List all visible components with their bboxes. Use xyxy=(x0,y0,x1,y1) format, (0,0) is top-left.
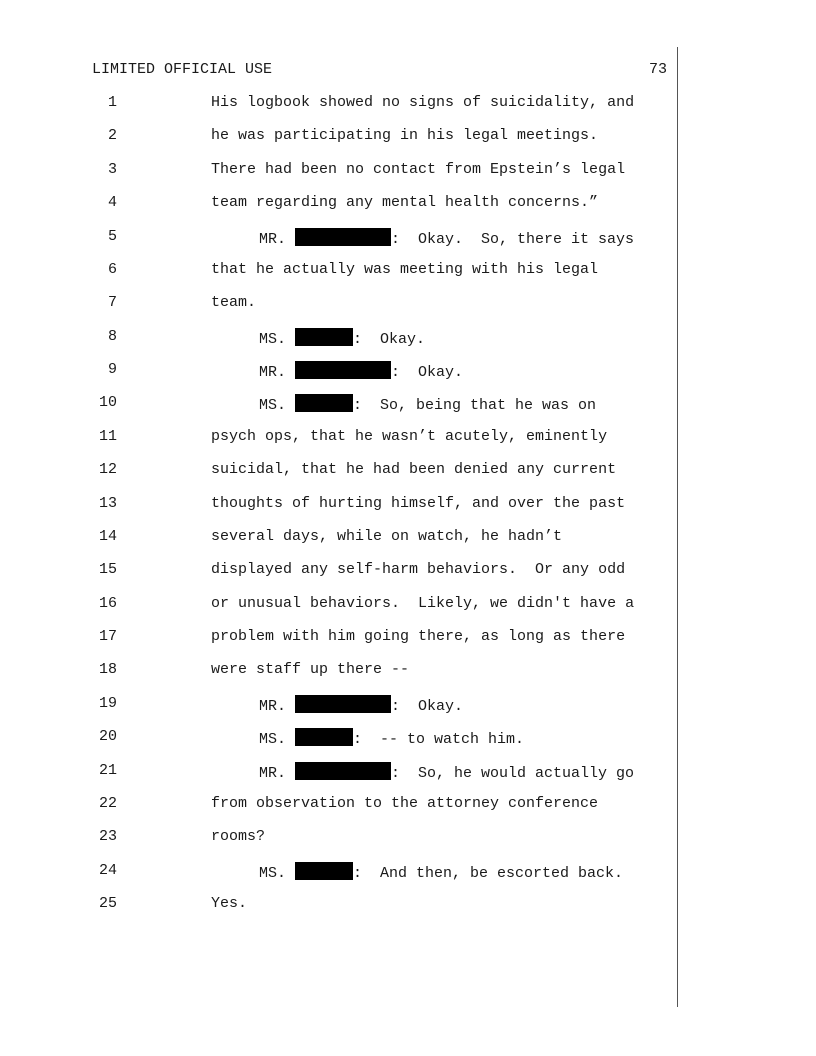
speaker-text: : Okay. So, there it says xyxy=(391,231,635,248)
transcript-line xyxy=(0,528,816,550)
line-text: several days, while on watch, he hadn’t xyxy=(211,528,563,545)
line-number: 8 xyxy=(107,328,117,345)
line-text: or unusual behaviors. Likely, we didn't have a xyxy=(211,595,635,612)
redaction-box xyxy=(295,361,391,379)
line-number: 22 xyxy=(98,795,117,812)
line-text: from observation to the attorney conference xyxy=(211,795,599,812)
line-text: problem with him going there, as long as there xyxy=(211,628,626,645)
line-number: 11 xyxy=(98,428,117,445)
line-number: 1 xyxy=(107,94,117,111)
line-text: team regarding any mental health concerns.” xyxy=(211,194,599,211)
transcript-line xyxy=(0,561,816,583)
classification-marking: LIMITED OFFICIAL USE xyxy=(92,61,273,78)
speaker-line xyxy=(259,228,634,248)
redaction-box xyxy=(295,394,353,412)
redaction-box xyxy=(295,762,391,780)
transcript-line xyxy=(0,862,816,884)
speaker-line xyxy=(259,361,463,381)
speaker-text: : Okay. xyxy=(391,698,464,715)
speaker-line xyxy=(259,328,425,348)
line-text: suicidal, that he had been denied any current xyxy=(211,461,617,478)
line-number: 2 xyxy=(107,127,117,144)
transcript-line xyxy=(0,361,816,383)
line-number: 23 xyxy=(98,828,117,845)
line-number: 9 xyxy=(107,361,117,378)
transcript-line xyxy=(0,461,816,483)
redaction-box xyxy=(295,328,353,346)
transcript-line xyxy=(0,628,816,650)
line-number: 14 xyxy=(98,528,117,545)
speaker-title: MR. xyxy=(259,231,296,248)
speaker-title: MR. xyxy=(259,698,296,715)
transcript-line xyxy=(0,728,816,750)
line-number: 18 xyxy=(98,661,117,678)
line-text: There had been no contact from Epstein’s legal xyxy=(211,161,626,178)
speaker-text: : So, being that he was on xyxy=(353,397,597,414)
transcript-line xyxy=(0,895,816,917)
line-number: 10 xyxy=(98,394,117,411)
transcript-line xyxy=(0,261,816,283)
line-number: 17 xyxy=(98,628,117,645)
line-text: thoughts of hurting himself, and over the past xyxy=(211,495,626,512)
line-text: Yes. xyxy=(211,895,248,912)
redaction-box xyxy=(295,228,391,246)
line-number: 20 xyxy=(98,728,117,745)
speaker-title: MR. xyxy=(259,765,296,782)
line-number: 12 xyxy=(98,461,117,478)
speaker-line xyxy=(259,862,623,882)
transcript-line xyxy=(0,228,816,250)
transcript-line xyxy=(0,94,816,116)
transcript-line xyxy=(0,428,816,450)
transcript-line xyxy=(0,762,816,784)
line-number: 16 xyxy=(98,595,117,612)
transcript-line xyxy=(0,294,816,316)
transcript-line xyxy=(0,495,816,517)
speaker-title: MS. xyxy=(259,397,296,414)
redaction-box xyxy=(295,695,391,713)
transcript-line xyxy=(0,828,816,850)
speaker-text: : Okay. xyxy=(391,364,464,381)
transcript-line xyxy=(0,394,816,416)
speaker-line xyxy=(259,695,463,715)
redaction-box xyxy=(295,862,353,880)
speaker-title: MS. xyxy=(259,331,296,348)
transcript-line xyxy=(0,161,816,183)
speaker-line xyxy=(259,394,596,414)
transcript-line xyxy=(0,795,816,817)
line-number: 15 xyxy=(98,561,117,578)
line-number: 4 xyxy=(107,194,117,211)
line-text: team. xyxy=(211,294,257,311)
speaker-title: MS. xyxy=(259,865,296,882)
speaker-title: MR. xyxy=(259,364,296,381)
page-number: 73 xyxy=(648,61,667,78)
transcript-line xyxy=(0,695,816,717)
line-text: that he actually was meeting with his legal xyxy=(211,261,599,278)
line-text: he was participating in his legal meetings. xyxy=(211,127,599,144)
line-number: 13 xyxy=(98,495,117,512)
speaker-text: : -- to watch him. xyxy=(353,731,525,748)
transcript-line xyxy=(0,328,816,350)
line-text: rooms? xyxy=(211,828,266,845)
line-number: 6 xyxy=(107,261,117,278)
redaction-box xyxy=(295,728,353,746)
speaker-line xyxy=(259,762,634,782)
speaker-text: : Okay. xyxy=(353,331,426,348)
speaker-text: : And then, be escorted back. xyxy=(353,865,624,882)
line-number: 24 xyxy=(98,862,117,879)
transcript-line xyxy=(0,194,816,216)
line-number: 25 xyxy=(98,895,117,912)
speaker-line xyxy=(259,728,524,748)
line-number: 21 xyxy=(98,762,117,779)
line-text: displayed any self-harm behaviors. Or any odd xyxy=(211,561,626,578)
line-number: 7 xyxy=(107,294,117,311)
line-text: were staff up there -- xyxy=(211,661,410,678)
line-text: psych ops, that he wasn’t acutely, eminently xyxy=(211,428,608,445)
line-number: 3 xyxy=(107,161,117,178)
line-number: 5 xyxy=(107,228,117,245)
page-header xyxy=(92,61,667,81)
transcript-line xyxy=(0,127,816,149)
speaker-text: : So, he would actually go xyxy=(391,765,635,782)
transcript-line xyxy=(0,661,816,683)
line-text: His logbook showed no signs of suicidality, and xyxy=(211,94,635,111)
transcript-line xyxy=(0,595,816,617)
line-number: 19 xyxy=(98,695,117,712)
speaker-title: MS. xyxy=(259,731,296,748)
